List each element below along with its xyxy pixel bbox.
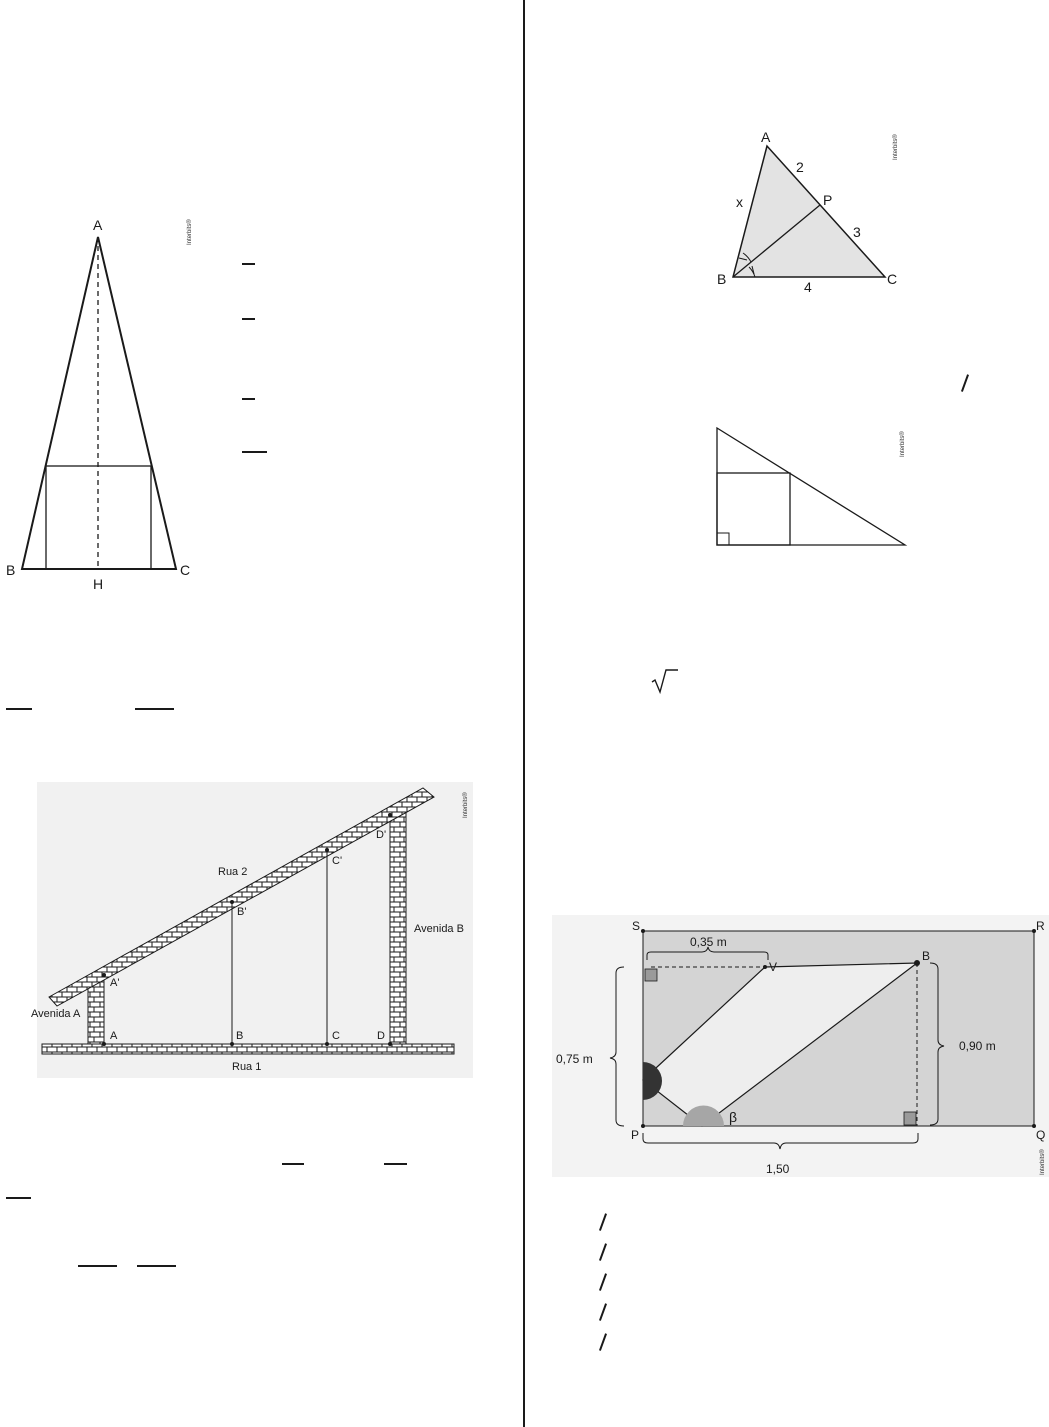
slash-mark <box>599 1273 607 1290</box>
label-rua-2: Rua 2 <box>218 866 248 878</box>
label-rua-1: Rua 1 <box>232 1061 262 1073</box>
label-b: B <box>6 562 16 578</box>
column-divider <box>523 0 525 1427</box>
point-d-prime: D' <box>376 829 387 841</box>
point-d: D <box>377 1030 385 1042</box>
credit-text: Interbits® <box>1040 1149 1046 1175</box>
sqrt-symbol <box>651 668 679 694</box>
slash-mark <box>599 1243 607 1260</box>
label-pc: 3 <box>853 224 861 240</box>
fraction-bar <box>135 708 174 710</box>
dimension-right: 0,90 m <box>959 1039 996 1053</box>
fraction-bar <box>384 1163 407 1165</box>
point-c: C <box>332 1030 340 1042</box>
label-b: B <box>922 949 931 963</box>
point-a-prime: A' <box>110 977 120 989</box>
label-q: Q <box>1036 1128 1046 1142</box>
label-p: P <box>631 1128 640 1142</box>
fraction-bar <box>242 263 255 265</box>
angle-beta: β <box>729 1109 738 1125</box>
dimension-bottom: 1,50 <box>766 1162 790 1176</box>
label-v: V <box>769 960 778 974</box>
label-avenida-a: Avenida A <box>31 1008 81 1020</box>
avenida-b-wall <box>390 812 406 1044</box>
fraction-bar <box>282 1163 304 1165</box>
point-b-prime: B' <box>237 906 247 918</box>
fraction-bar <box>137 1265 176 1267</box>
label-ap: 2 <box>796 159 804 175</box>
label-r: R <box>1036 919 1045 933</box>
point-c-prime: C' <box>332 855 343 867</box>
label-s: S <box>632 919 641 933</box>
slash-mark <box>599 1213 607 1230</box>
slash-mark <box>599 1303 607 1320</box>
label-c: C <box>887 271 898 287</box>
fraction-bar <box>242 318 255 320</box>
figure-triangle-square <box>0 210 200 595</box>
label-bc: 4 <box>804 279 812 295</box>
fraction-bar <box>242 398 255 400</box>
label-h: H <box>93 576 104 592</box>
label-b: B <box>717 271 727 287</box>
label-x: x <box>736 194 743 210</box>
fraction-bar <box>6 708 32 710</box>
fraction-bar <box>242 451 267 453</box>
label-p: P <box>823 192 833 208</box>
figure-bisector-triangle <box>715 125 905 300</box>
point-a: A <box>110 1030 118 1042</box>
label-avenida-b: Avenida B <box>414 923 464 935</box>
dimension-top: 0,35 m <box>690 935 727 949</box>
credit-text: Interbits® <box>893 134 899 160</box>
figure-right-triangle-square <box>708 420 908 552</box>
credit-text: Interbits® <box>463 792 469 818</box>
label-a: A <box>761 129 771 145</box>
fraction-bar <box>78 1265 117 1267</box>
slash-mark <box>599 1333 607 1350</box>
label-a: A <box>93 217 103 233</box>
label-c: C <box>180 562 191 578</box>
slash-mark <box>961 374 969 391</box>
credit-text: Interbits® <box>187 219 193 245</box>
fraction-bar <box>6 1197 31 1199</box>
figure-rectangle-table <box>552 915 1049 1177</box>
dimension-left: 0,75 m <box>556 1052 593 1066</box>
figure-streets <box>31 782 473 1078</box>
credit-text: Interbits® <box>900 431 906 457</box>
point-b: B <box>236 1030 244 1042</box>
